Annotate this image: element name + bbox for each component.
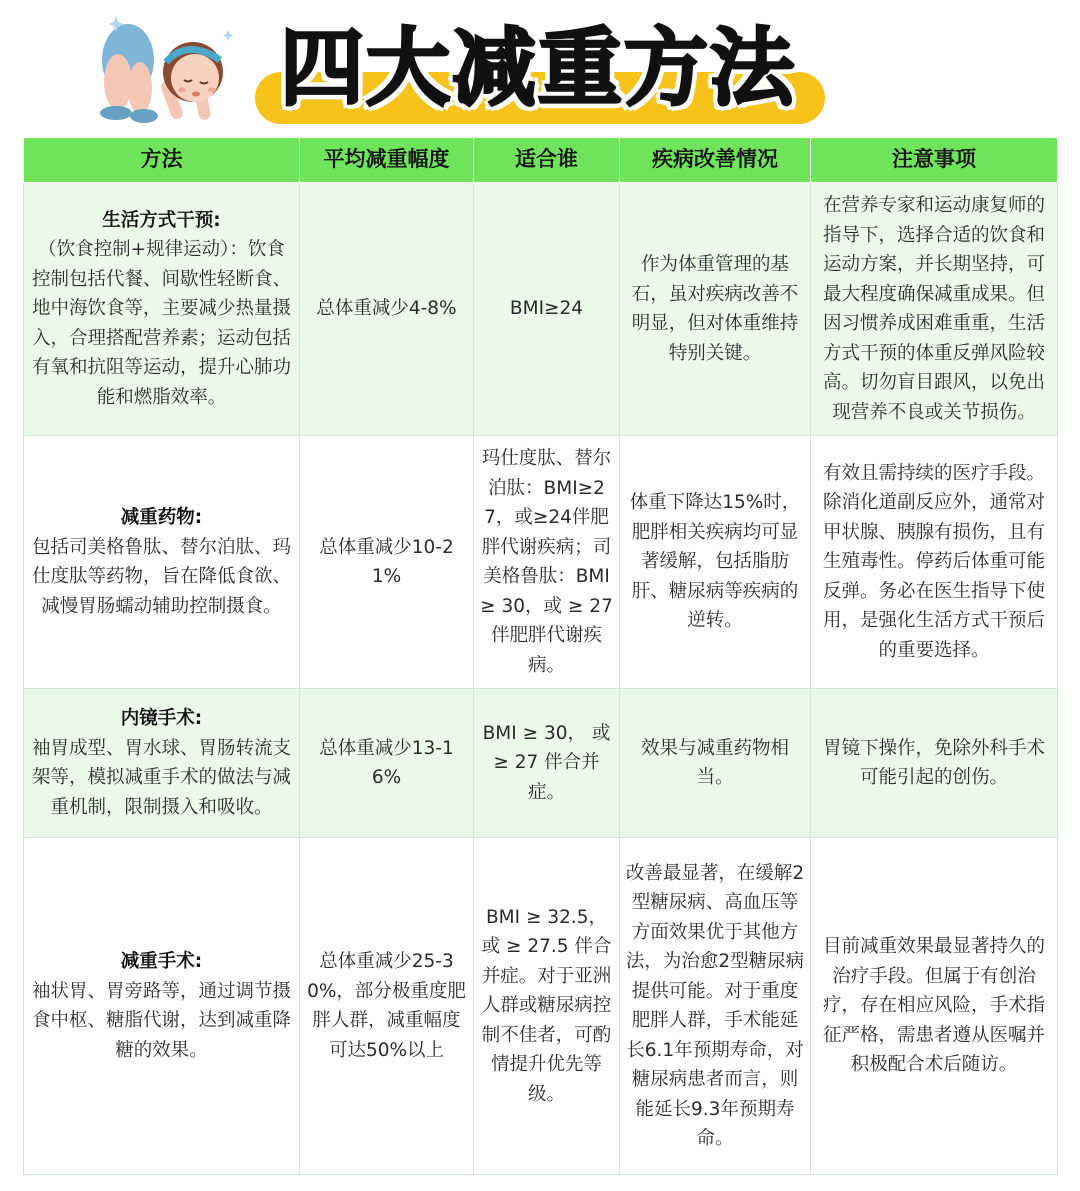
notes-cell: 有效且需持续的医疗手段。除消化道副反应外，通常对甲状腺、胰腺有损伤，且有生殖毒性。停药后体重可能反弹。务必在医生指导下使用，是强化生活方式干预后的重要选择。 bbox=[811, 436, 1058, 689]
header-average-weight-loss: 平均减重幅度 bbox=[300, 138, 474, 183]
improvement-cell: 效果与减重药物相当。 bbox=[620, 689, 811, 838]
header-method: 方法 bbox=[24, 138, 300, 183]
table-row bbox=[24, 689, 1058, 838]
suitable-cell: BMI≥24 bbox=[474, 183, 620, 436]
method-cell bbox=[24, 689, 300, 838]
method-name: 减重手术: bbox=[120, 951, 203, 972]
table-row bbox=[24, 838, 1058, 1175]
table-row bbox=[24, 183, 1058, 436]
header-suitable-for: 适合谁 bbox=[474, 138, 620, 183]
improvement-cell: 体重下降达15%时，肥胖相关疾病均可显著缓解，包括脂肪肝、糖尿病等疾病的逆转。 bbox=[620, 436, 811, 689]
suitable-cell: BMI ≥ 30， 或 ≥ 27 伴合并症。 bbox=[474, 689, 620, 838]
suitable-cell: BMI ≥ 32.5， 或 ≥ 27.5 伴合并症。对于亚洲人群或糖尿病控制不佳者，可酌情提升优先等级。 bbox=[474, 838, 620, 1175]
methods-table-container bbox=[23, 137, 1057, 1175]
weight-loss-cell: 总体重减少4-8% bbox=[300, 183, 474, 436]
method-cell bbox=[24, 838, 300, 1175]
suitable-cell: 玛仕度肽、替尔泊肽：BMI≥27，或≥24伴肥胖代谢疾病；司美格鲁肽：BMI ≥ 30，或 ≥ 27 伴肥胖代谢疾病。 bbox=[474, 436, 620, 689]
weight-loss-methods-table bbox=[23, 137, 1058, 1175]
table-row bbox=[24, 436, 1058, 689]
method-description: 包括司美格鲁肽、替尔泊肽、玛仕度肽等药物，旨在降低食欲、减慢胃肠蠕动辅助控制摄食。 bbox=[31, 536, 291, 617]
weight-loss-cell: 总体重减少10-21% bbox=[300, 436, 474, 689]
method-description: 袖胃成型、胃水球、胃肠转流支架等，模拟减重手术的做法与减重机制，限制摄入和吸收。 bbox=[31, 737, 291, 818]
stretching-girl-illustration bbox=[88, 10, 238, 130]
notes-cell: 目前减重效果最显著持久的治疗手段。但属于有创治疗，存在相应风险，手术指征严格，需患者遵从医嘱并积极配合术后随访。 bbox=[811, 838, 1058, 1175]
method-description: （饮食控制+规律运动）：饮食控制包括代餐、间歇性轻断食、地中海饮食等，主要减少热量摄入，合理搭配营养素；运动包括有氧和抗阻等运动，提升心肺功能和燃脂效率。 bbox=[31, 239, 291, 408]
method-cell bbox=[24, 436, 300, 689]
method-name: 生活方式干预: bbox=[102, 209, 221, 231]
notes-cell: 在营养专家和运动康复师的指导下，选择合适的饮食和运动方案，并长期坚持，可最大程度确保减重成果。但因习惯养成困难重重，生活方式干预的体重反弹风险较高。切勿盲目跟风，以免出现营养不良或关节损伤。 bbox=[811, 183, 1058, 436]
weight-loss-cell: 总体重减少25-30%，部分极重度肥胖人群，减重幅度可达50%以上 bbox=[300, 838, 474, 1175]
weight-loss-cell: 总体重减少13-16% bbox=[300, 689, 474, 838]
header-disease-improvement: 疾病改善情况 bbox=[620, 138, 811, 183]
improvement-cell: 作为体重管理的基石，虽对疾病改善不明显，但对体重维持特别关键。 bbox=[620, 183, 811, 436]
method-cell bbox=[24, 183, 300, 436]
header bbox=[0, 0, 1080, 135]
method-name: 内镜手术: bbox=[120, 708, 203, 729]
notes-cell: 胃镜下操作，免除外科手术可能引起的创伤。 bbox=[811, 689, 1058, 838]
method-description: 袖状胃、胃旁路等，通过调节摄食中枢、糖脂代谢，达到减重降糖的效果。 bbox=[31, 980, 291, 1061]
table-header-row bbox=[24, 138, 1058, 183]
header-notes: 注意事项 bbox=[811, 138, 1058, 183]
improvement-cell: 改善最显著，在缓解2型糖尿病、高血压等方面效果优于其他方法，为治愈2型糖尿病提供可能。对于重度肥胖人群，手术能延长6.1年预期寿命，对糖尿病患者而言，则能延长9.3年预期寿命。 bbox=[620, 838, 811, 1175]
method-name: 减重药物: bbox=[120, 507, 203, 528]
page-title: 四大减重方法 bbox=[280, 19, 797, 117]
